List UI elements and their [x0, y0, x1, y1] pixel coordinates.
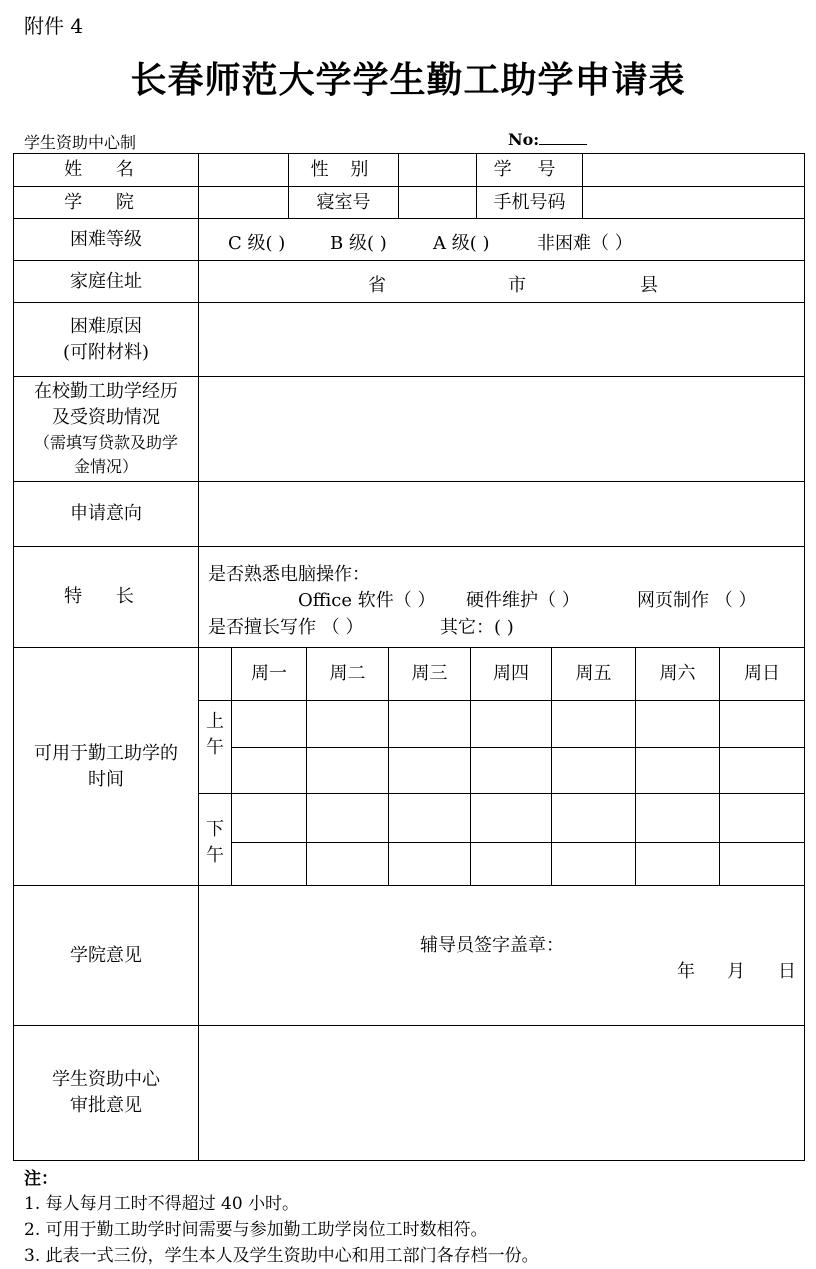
schedule-slot[interactable]	[720, 701, 804, 747]
skills-label	[14, 547, 198, 647]
weekday-wed: 周三	[411, 663, 448, 684]
experience-label-line2: 及受资助情况	[52, 407, 160, 428]
date-day-label: 日	[778, 961, 796, 982]
address-province: 省	[368, 275, 386, 296]
notes-title: 注：	[24, 1169, 58, 1189]
name-label	[14, 154, 198, 186]
reason-field[interactable]	[199, 303, 804, 376]
skills-office-option[interactable]: Office 软件（ ）	[298, 590, 436, 611]
schedule-slot[interactable]	[307, 701, 388, 747]
skills-web-option[interactable]: 网页制作 （ ）	[637, 590, 757, 611]
gender-label-text: 性 别	[310, 159, 377, 180]
availability-label-line1: 可用于勤工助学的	[34, 742, 178, 764]
schedule-slot[interactable]	[552, 701, 635, 747]
schedule-slot[interactable]	[636, 843, 719, 884]
reason-label	[14, 303, 198, 376]
difficulty-option-c[interactable]: C 级( )	[228, 233, 286, 254]
skills-writing-option[interactable]: 是否擅长写作 （ ）	[208, 617, 364, 638]
address-city: 市	[508, 275, 526, 296]
note-item-3: 3. 此表一式三份，学生本人及学生资助中心和用工部门各存档一份。	[24, 1246, 539, 1266]
experience-field[interactable]	[199, 377, 804, 481]
skills-computer-question: 是否熟悉电脑操作：	[208, 564, 370, 585]
dorm-label: 寝室号	[316, 191, 371, 213]
center-approval-label-line1: 学生资助中心	[52, 1069, 160, 1090]
student-id-field[interactable]	[583, 154, 804, 186]
gender-field[interactable]	[399, 154, 476, 186]
note-item-2: 2. 可用于勤工助学时间需要与参加勤工助学岗位工时数相符。	[24, 1220, 488, 1240]
schedule-slot[interactable]	[720, 794, 804, 842]
difficulty-option-a[interactable]: A 级( )	[433, 233, 490, 254]
phone-label: 手机号码	[493, 191, 566, 213]
afternoon-label-char1: 下	[206, 819, 224, 840]
schedule-slot[interactable]	[552, 843, 635, 884]
schedule-slot[interactable]	[307, 794, 388, 842]
difficulty-option-b[interactable]: B 级( )	[330, 233, 387, 254]
reason-label-line2: (可附材料)	[62, 341, 150, 363]
intention-label: 申请意向	[70, 503, 142, 524]
morning-label-char1: 上	[206, 711, 224, 732]
date-month-label: 月	[727, 961, 745, 982]
address-county: 县	[640, 275, 658, 296]
phone-field[interactable]	[583, 187, 804, 218]
weekday-sun: 周日	[744, 663, 780, 684]
name-field[interactable]	[199, 154, 288, 186]
afternoon-label	[199, 794, 231, 885]
weekday-fri: 周五	[575, 663, 612, 684]
reason-label-line1: 困难原因	[70, 315, 142, 337]
gender-label	[289, 154, 398, 186]
college-field[interactable]	[199, 187, 288, 218]
schedule-slot[interactable]	[552, 748, 635, 793]
form-title: 长春师范大学学生勤工助学申请表	[130, 59, 686, 101]
schedule-slot[interactable]	[471, 794, 551, 842]
experience-label-line4: 金情况）	[73, 457, 138, 476]
student-id-label	[477, 154, 582, 186]
intention-field[interactable]	[199, 482, 804, 546]
morning-label-char2: 午	[206, 737, 224, 758]
afternoon-label-char2: 午	[206, 845, 224, 866]
form-number-label: No:	[508, 130, 540, 149]
skills-label-text: 特 长	[64, 586, 148, 607]
student-id-label-text: 学 号	[493, 159, 566, 180]
schedule-slot[interactable]	[232, 843, 306, 884]
difficulty-label: 困难等级	[70, 228, 142, 250]
schedule-slot[interactable]	[720, 843, 804, 884]
schedule-slot[interactable]	[636, 794, 719, 842]
address-label: 家庭住址	[70, 270, 142, 292]
schedule-slot[interactable]	[720, 748, 804, 793]
college-opinion-label: 学院意见	[70, 944, 142, 966]
skills-other-option[interactable]: 其它：( )	[440, 617, 514, 638]
schedule-slot[interactable]	[471, 701, 551, 747]
availability-label-line2: 时间	[88, 768, 124, 790]
schedule-slot[interactable]	[389, 701, 470, 747]
college-label	[14, 187, 198, 218]
counselor-signature-label: 辅导员签字盖章：	[420, 935, 564, 956]
schedule-slot[interactable]	[636, 701, 719, 747]
center-approval-label	[14, 1026, 198, 1160]
experience-label-line1: 在校勤工助学经历	[34, 381, 178, 402]
center-approval-field[interactable]	[199, 1026, 804, 1160]
schedule-slot[interactable]	[389, 794, 470, 842]
note-item-1: 1. 每人每月工时不得超过 40 小时。	[24, 1194, 300, 1214]
schedule-slot[interactable]	[389, 748, 470, 793]
center-approval-label-line2: 审批意见	[70, 1095, 142, 1116]
schedule-slot[interactable]	[471, 748, 551, 793]
schedule-slot[interactable]	[636, 748, 719, 793]
schedule-slot[interactable]	[232, 748, 306, 793]
weekday-tue: 周二	[329, 663, 366, 684]
skills-hardware-option[interactable]: 硬件维护（ ）	[466, 590, 580, 611]
issuer-label: 学生资助中心制	[24, 133, 137, 152]
college-label-text: 学 院	[64, 191, 148, 213]
experience-label	[14, 377, 198, 481]
schedule-slot[interactable]	[232, 794, 306, 842]
weekday-sat: 周六	[659, 663, 696, 684]
weekday-thu: 周四	[493, 663, 529, 684]
dorm-field[interactable]	[399, 187, 476, 218]
schedule-slot[interactable]	[232, 701, 306, 747]
difficulty-option-none[interactable]: 非困难（ ）	[537, 233, 633, 254]
schedule-slot[interactable]	[471, 843, 551, 884]
date-year-label: 年	[677, 961, 695, 982]
schedule-slot[interactable]	[552, 794, 635, 842]
attachment-label: 附件 4	[24, 14, 84, 38]
name-label-text: 姓 名	[64, 159, 148, 180]
schedule-slot[interactable]	[307, 843, 388, 884]
schedule-slot[interactable]	[307, 748, 388, 793]
availability-label	[14, 648, 198, 885]
schedule-slot[interactable]	[389, 843, 470, 884]
experience-label-line3: （需填写贷款及助学	[33, 433, 178, 452]
morning-label	[199, 701, 231, 793]
weekday-mon: 周一	[251, 663, 287, 684]
